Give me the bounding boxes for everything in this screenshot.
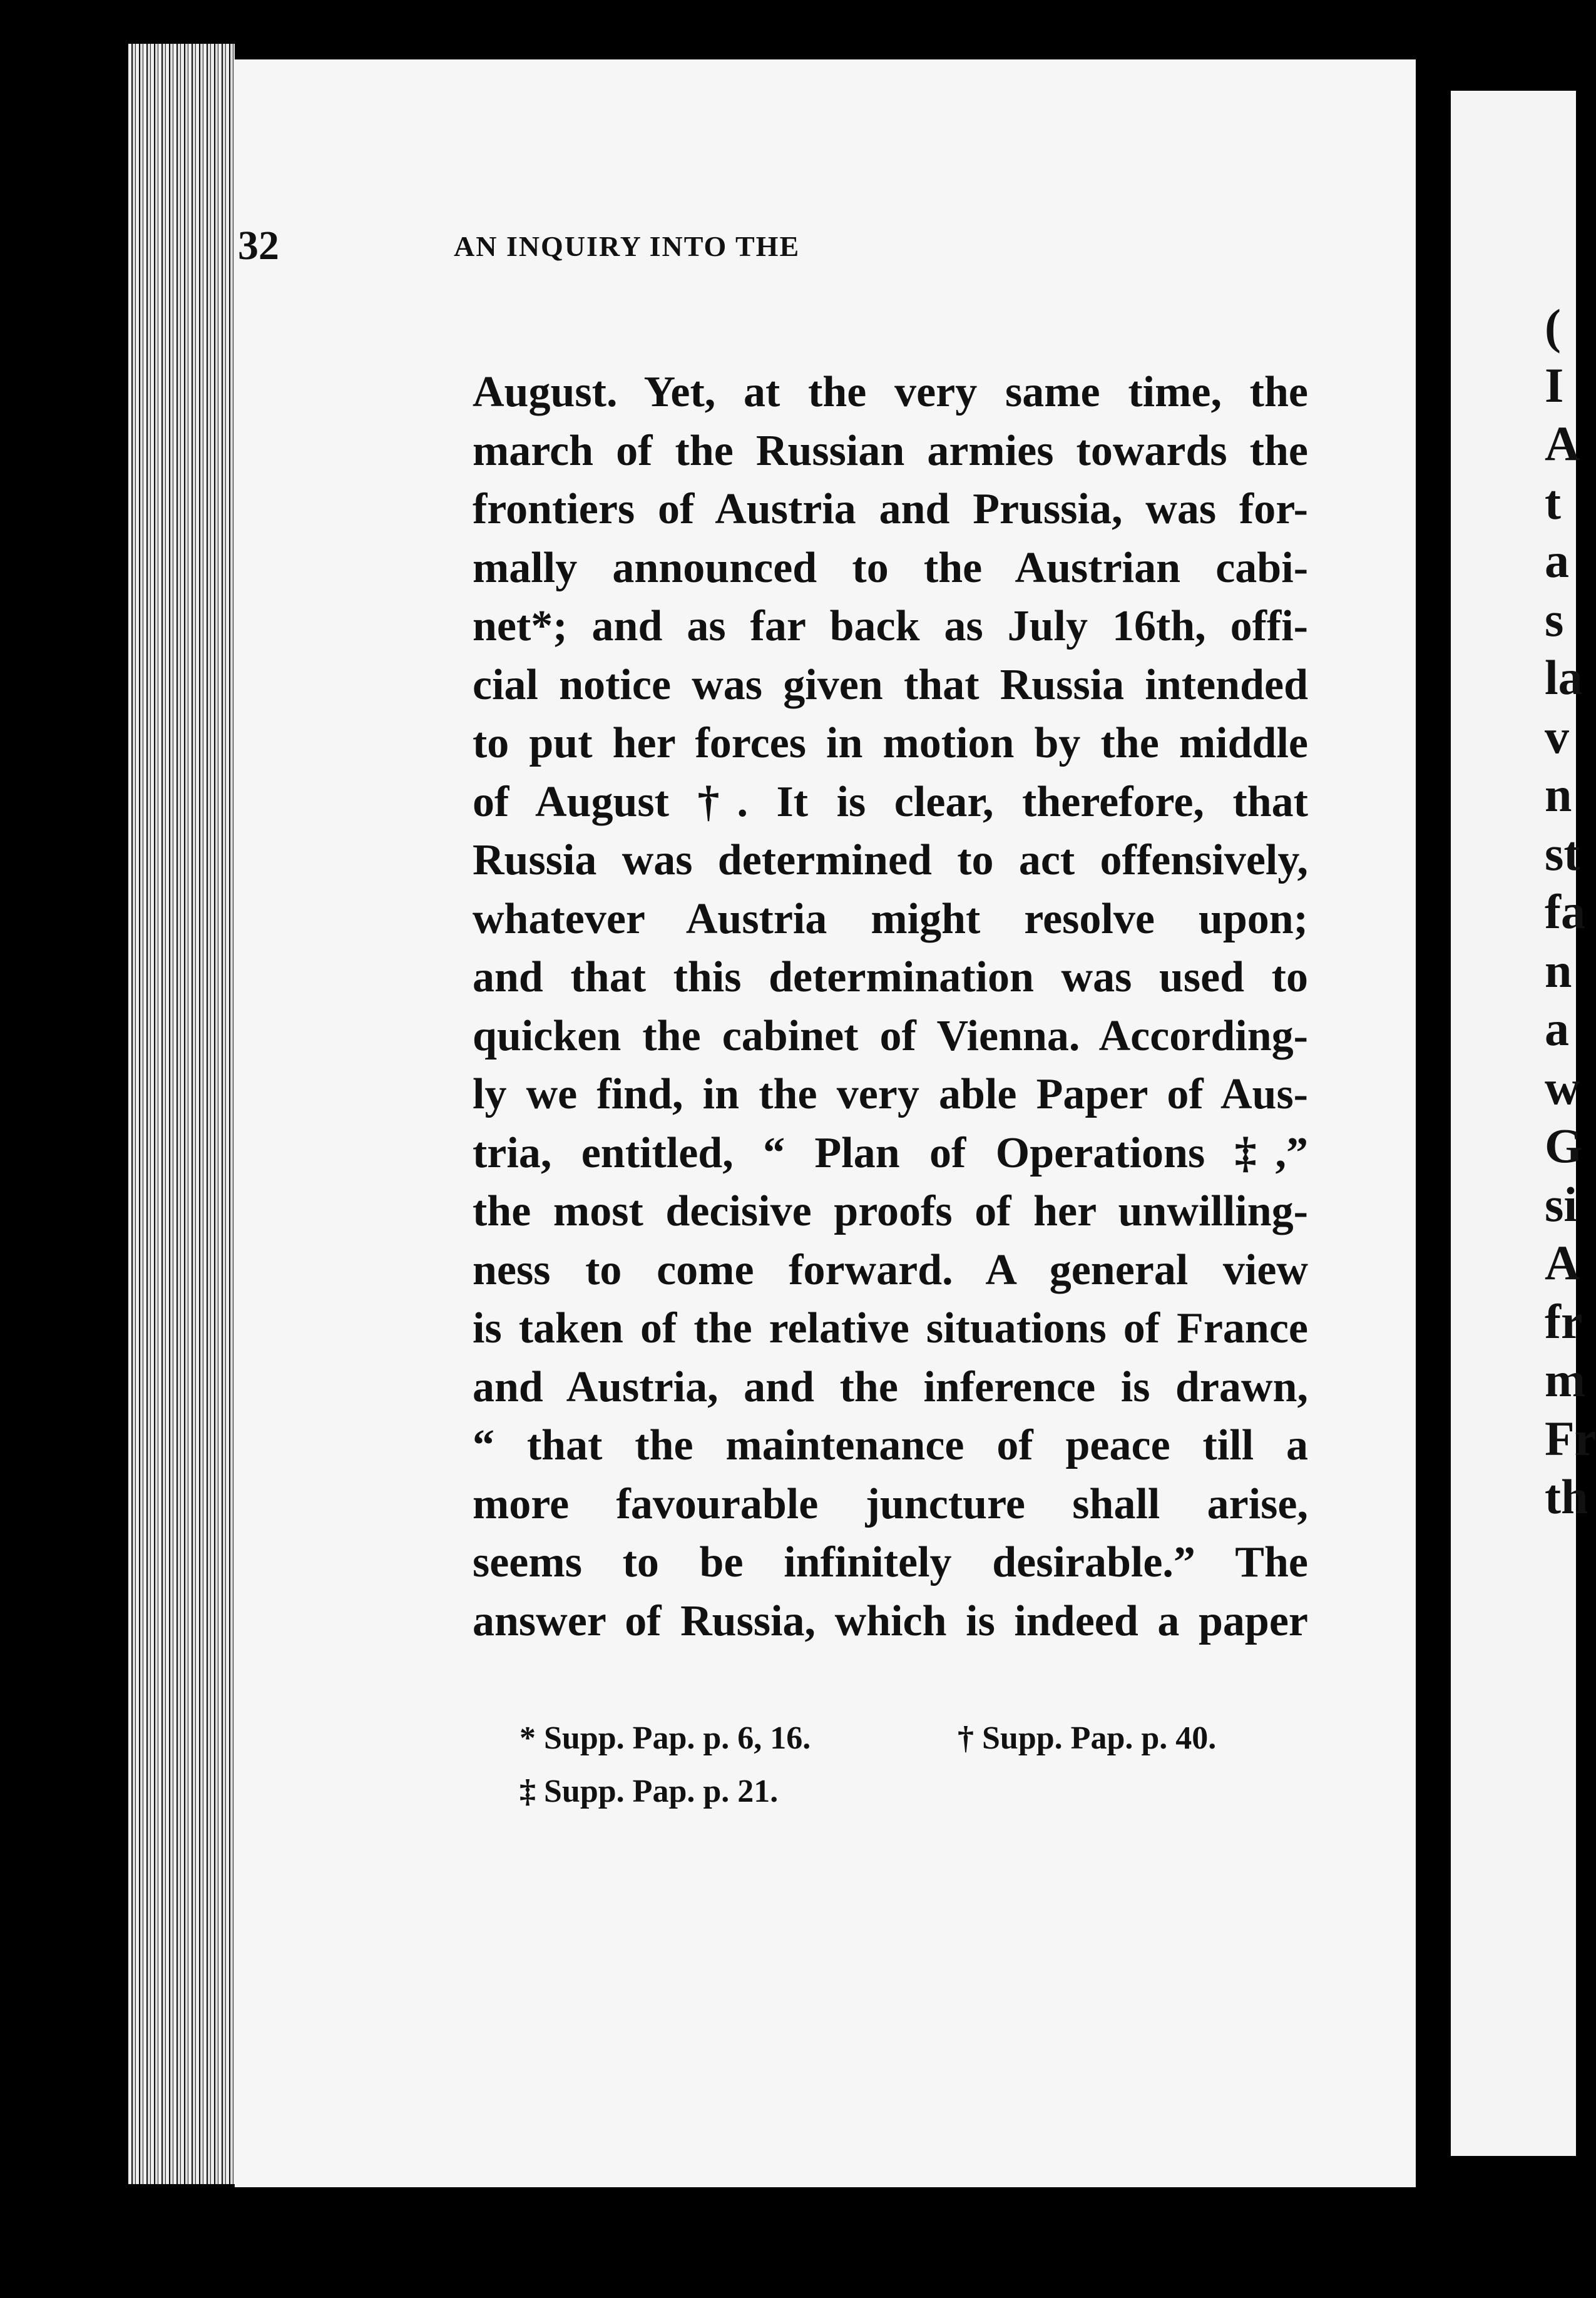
facing-page-text-fragment: m [1545, 1352, 1585, 1407]
text-line: Russia was determined to act offensively, [473, 836, 1308, 884]
facing-page-text-fragment: fr [1545, 1294, 1583, 1349]
text-line: frontiers of Austria and Prussia, was for- [473, 485, 1308, 533]
text-line: and that this determination was used to [473, 953, 1308, 1001]
text-line: whatever Austria might resolve upon; [473, 894, 1308, 943]
facing-page-text-fragment: th [1545, 1469, 1588, 1524]
facing-page-text-fragment: n [1545, 767, 1572, 822]
text-line: August. Yet, at the very same time, the [473, 368, 1308, 416]
footnote-3: ‡ Supp. Pap. p. 21. [519, 1774, 779, 1809]
facing-page-fragment [1451, 91, 1596, 2156]
text-line: ly we find, in the very able Paper of Aus- [473, 1070, 1308, 1118]
running-head: AN INQUIRY INTO THE [454, 230, 801, 262]
text-line: of August †. It is clear, therefore, that [473, 777, 1308, 826]
facing-page-text-fragment: a [1545, 1001, 1569, 1056]
text-line: and Austria, and the inference is drawn, [473, 1362, 1308, 1411]
facing-page-text-fragment: G [1545, 1118, 1583, 1173]
facing-page-text-fragment: ( [1545, 299, 1561, 354]
text-line: seems to be infinitely desirable.” The [473, 1538, 1308, 1586]
text-line: to put her forces in motion by the middle [473, 719, 1308, 767]
facing-page-text-fragment: st [1545, 825, 1580, 881]
facing-page-text-fragment: t [1545, 474, 1561, 529]
text-line: net*; and as far back as July 16th, offi- [473, 602, 1308, 650]
page-header [238, 222, 1064, 278]
facing-page-text-fragment: s [1545, 591, 1564, 646]
text-line: the most decisive proofs of her unwilling- [473, 1187, 1308, 1235]
footnote-2: † Supp. Pap. p. 40. [958, 1720, 1217, 1756]
text-line: more favourable juncture shall arise, [473, 1479, 1308, 1528]
facing-page-text-fragment: n [1545, 942, 1572, 998]
text-line: tria, entitled, “ Plan of Operations ‡,” [473, 1128, 1308, 1177]
text-line: ness to come forward. A general view [473, 1245, 1308, 1294]
text-line: answer of Russia, which is indeed a paper [473, 1596, 1308, 1645]
book-gutter [1416, 50, 1451, 2190]
facing-page-text-fragment: Fr [1545, 1411, 1596, 1466]
facing-page-text-fragment: a [1545, 533, 1569, 588]
facing-page-text-fragment: A [1545, 416, 1580, 471]
body-text [473, 363, 1308, 1650]
text-line: march of the Russian armies towards the [473, 426, 1308, 475]
text-line: “ that the maintenance of peace till a [473, 1421, 1308, 1469]
facing-page-text-fragment: fa [1545, 884, 1585, 939]
footnotes [519, 1712, 1271, 1818]
footnote-1: * Supp. Pap. p. 6, 16. [519, 1720, 811, 1756]
page-number: 32 [238, 223, 279, 268]
text-line: quicken the cabinet of Vienna. According- [473, 1011, 1308, 1060]
facing-page-text-fragment: I [1545, 357, 1564, 412]
facing-page-text-fragment: la [1545, 650, 1583, 705]
facing-page-text-fragment: v [1545, 708, 1569, 763]
text-line: cial notice was given that Russia intended [473, 660, 1308, 709]
facing-page-text-fragment: A [1545, 1235, 1580, 1290]
facing-page-text-fragment: si [1545, 1177, 1578, 1232]
book-page-edges [128, 44, 235, 2184]
facing-page-text-fragment: w [1545, 1060, 1580, 1115]
text-line: mally announced to the Austrian cabi- [473, 543, 1308, 592]
text-line: is taken of the relative situations of France [473, 1304, 1308, 1352]
